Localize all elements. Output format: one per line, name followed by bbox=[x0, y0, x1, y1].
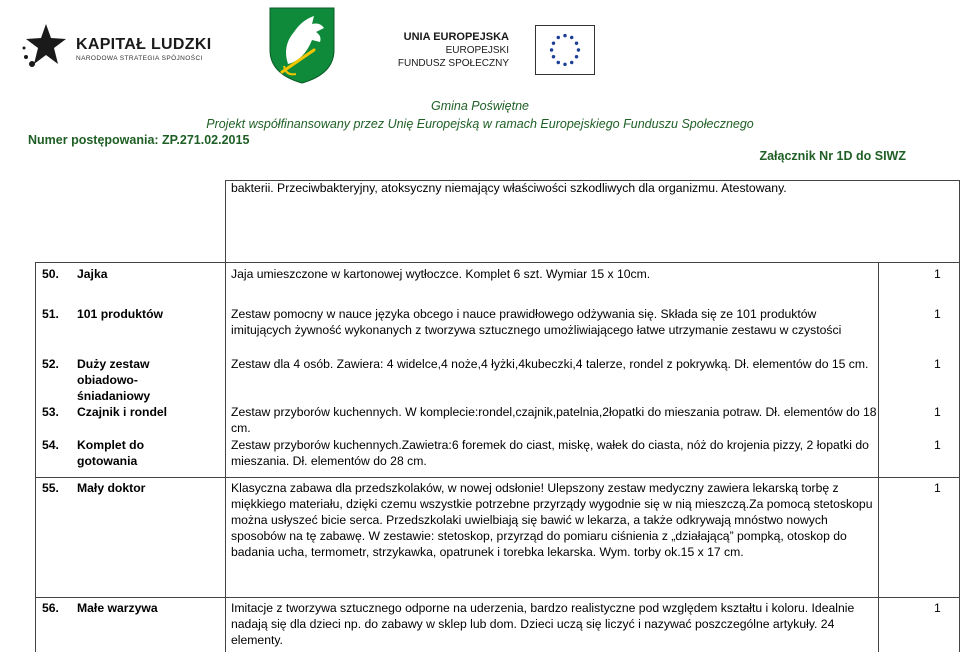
product-quantity: 1 bbox=[934, 481, 941, 495]
row-number: 54. bbox=[42, 438, 59, 452]
product-name: Małe warzywa bbox=[77, 601, 158, 615]
kapital-ludzki-logo bbox=[22, 22, 212, 72]
ue-line-2: EUROPEJSKI bbox=[445, 45, 509, 56]
product-name: Mały doktor bbox=[77, 481, 146, 495]
product-name: Duży zestaw obiadowo-śniadaniowy bbox=[77, 357, 151, 403]
product-description: Zestaw przyborów kuchennych. W komplecie:rondel,czajnik,patelnia,2łopatki do mieszania potraw. Dł. elementów do 18 cm. bbox=[231, 405, 877, 435]
row-number: 53. bbox=[42, 405, 59, 419]
row-number: 55. bbox=[42, 481, 59, 495]
product-quantity: 1 bbox=[934, 357, 941, 371]
column-divider bbox=[878, 262, 879, 652]
product-quantity: 1 bbox=[934, 438, 941, 452]
ue-line-1: UNIA EUROPEJSKA bbox=[403, 31, 509, 43]
row-divider bbox=[35, 477, 960, 478]
kapital-ludzki-title: KAPITAŁ LUDZKI bbox=[76, 36, 212, 53]
eu-flag-icon bbox=[535, 25, 595, 75]
column-divider bbox=[225, 262, 226, 652]
continued-text: bakterii. Przeciwbakteryjny, atoksyczny niemający właściwości szkodliwych dla organizmu. Atestowany. bbox=[231, 181, 787, 195]
product-name: Komplet do gotowania bbox=[77, 438, 145, 468]
row-number: 56. bbox=[42, 601, 59, 615]
product-name: 101 produktów bbox=[77, 307, 164, 321]
gmina-crest-icon bbox=[268, 6, 336, 84]
product-quantity: 1 bbox=[934, 307, 941, 321]
product-name: Czajnik i rondel bbox=[77, 405, 168, 419]
product-description: Imitacje z tworzywa sztucznego odporne na uderzenia, bardzo realistyczne pod względem kształtu i koloru. Idealnie nadają się dla dzieci np. do zabawy w sklep lub dom. Dzieci uczą się liczyć i nazywać poszczególne artykuły. 24 elementy. bbox=[231, 601, 855, 647]
gmina-title: Gmina Poświętne bbox=[431, 99, 529, 113]
row-divider bbox=[35, 597, 960, 598]
product-description: Zestaw dla 4 osób. Zawiera: 4 widelce,4 noże,4 łyżki,4kubeczki,4 talerze, rondel z pokrywką. Dł. elementów do 15 cm. bbox=[231, 357, 869, 371]
product-description: Jaja umieszczone w kartonowej wytłoczce. Komplet 6 szt. Wymiar 15 x 10cm. bbox=[231, 267, 651, 281]
column-divider bbox=[225, 180, 226, 262]
product-description: Klasyczna zabawa dla przedszkolaków, w nowej odsłonie! Ulepszony zestaw medyczny zawiera lekarską torbę z miękkiego materiału, dzięki czemu wszystkie potrzebne przyrządy wygodnie się w nią mieszczą.Za pomocą stetoskopu można usłyszeć bicie serca. Przedszkolaki uwielbiają się bawić w lekarza, a także odkrywają mnóstwo nowych sposobów na tę zabawę. W zestawie: stetoskop, przyrząd do pomiaru ciśnienia z „działającą” pompką, otoskop do badania ucha, termometr, strzykawka, opatrunek i torebka lekarska. Wym. torby ok.15 x 17 cm. bbox=[231, 481, 873, 559]
product-description: Zestaw pomocny w nauce języka obcego i nauce prawidłowego odżywania się. Składa się ze 101 produktów imitujących żywność wykonanych z tworzywa sztucznego umożliwiającego łatwe utrzymanie zestawu w czystości bbox=[231, 307, 842, 337]
kapital-ludzki-subtitle: NARODOWA STRATEGIA SPÓJNOŚCI bbox=[76, 55, 203, 62]
product-description: Zestaw przyborów kuchennych.Zawietra:6 foremek do ciast, miskę, wałek do ciasta, nóż do krojenia pizzy, 2 łopatki do mieszania. Dł. elementów do 28 cm. bbox=[231, 438, 869, 468]
row-number: 51. bbox=[42, 307, 59, 321]
zalacznik-label: Załącznik Nr 1D do SIWZ bbox=[759, 149, 906, 163]
product-quantity: 1 bbox=[934, 601, 941, 615]
ue-line-3: FUNDUSZ SPOŁECZNY bbox=[397, 58, 509, 69]
product-name: Jajka bbox=[77, 267, 108, 281]
kapital-ludzki-star-icon bbox=[22, 24, 66, 70]
row-number: 50. bbox=[42, 267, 59, 281]
product-quantity: 1 bbox=[934, 267, 941, 281]
product-quantity: 1 bbox=[934, 405, 941, 419]
projekt-line: Projekt współfinansowany przez Unię Europejską w ramach Europejskiego Funduszu Społecznego bbox=[206, 117, 754, 131]
document-header bbox=[0, 0, 960, 175]
row-number: 52. bbox=[42, 357, 59, 371]
ue-text bbox=[398, 31, 509, 70]
column-divider bbox=[35, 262, 36, 652]
row-divider bbox=[35, 262, 960, 263]
unia-europejska-logo bbox=[397, 25, 595, 75]
numer-postepowania: Numer postępowania: ZP.271.02.2015 bbox=[28, 133, 250, 147]
